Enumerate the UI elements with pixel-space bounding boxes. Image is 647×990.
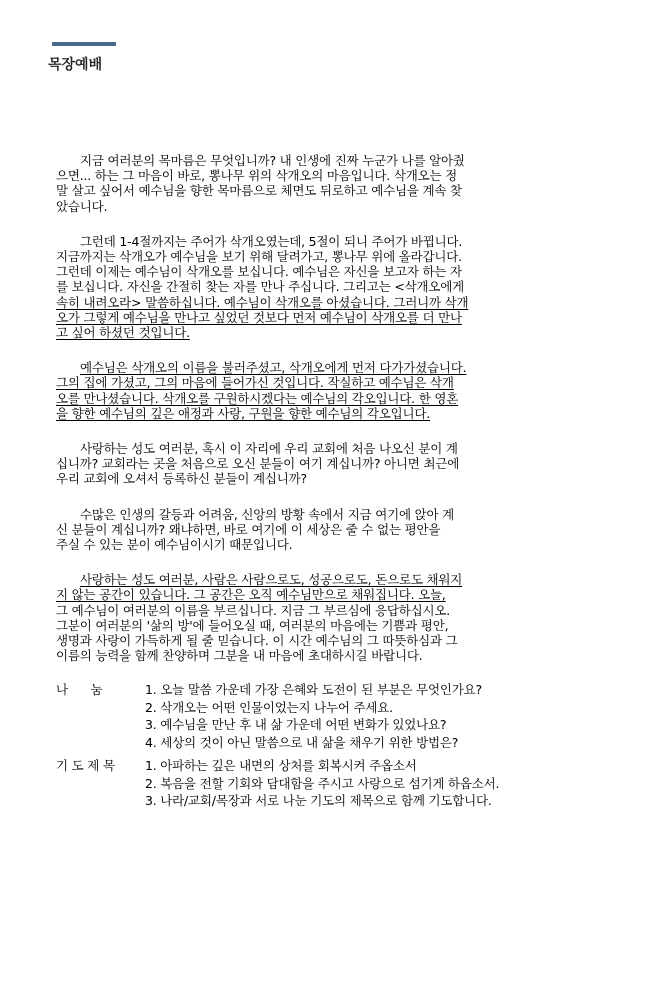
paragraph-line: 지금 여러분의 목마름은 무엇입니까? 내 인생에 진짜 누군가 나를 알아줬	[80, 153, 465, 168]
paragraph-line: 그분이 여러분의 '삶의 방'에 들어오실 때, 여러분의 마음에는 기쁨과 평안,	[56, 617, 449, 633]
paragraph-line: 를 보십니다. 자신을 간절히 찾는 자를 만나 주십니다. 그리고는 <삭개오에게	[56, 279, 465, 295]
prayer-item: 3. 나라/교회/목장과 서로 나눈 기도의 제목으로 함께 기도합니다.	[145, 793, 492, 809]
sharing-section	[56, 681, 605, 751]
paragraph-line: 오를 만나셨습니다. 삭개오를 구원하시겠다는 예수님의 각오입니다. 한 영혼	[56, 390, 459, 406]
prayer-list	[145, 757, 605, 810]
paragraph-line: 신 분들이 계십니까? 왜냐하면, 바로 여기에 이 세상은 줄 수 없는 평안을	[56, 521, 441, 537]
paragraph-line: 주실 수 있는 분이 예수님이시기 때문입니다.	[56, 537, 293, 553]
paragraph-line: 이름의 능력을 함께 찬양하며 그분을 내 마음에 초대하시길 바랍니다.	[56, 648, 423, 664]
paragraph-line: 사랑하는 성도 여러분, 혹시 이 자리에 우리 교회에 처음 나오신 분이 계	[80, 441, 458, 457]
paragraph-line: 그 예수님이 여러분의 이름을 부르십니다. 지금 그 부르심에 응답하십시오.	[56, 602, 450, 618]
prayer-section	[56, 757, 605, 810]
header-accent-bar	[52, 42, 116, 46]
paragraph-line: 았습니다.	[56, 198, 108, 214]
paragraph	[56, 360, 605, 421]
paragraph-line: 고 싶어 하셨던 것입니다.	[56, 325, 190, 341]
paragraph	[56, 572, 605, 663]
paragraph-line: 오가 그렇게 예수님을 만나고 싶었던 것보다 먼저 예수님이 삭개오를 더 만나	[56, 309, 462, 325]
paragraph-line: 우리 교회에 오셔서 등록하신 분들이 계십니까?	[56, 471, 307, 487]
paragraph	[56, 441, 605, 487]
paragraph-line: 그런데 1-4절까지는 주어가 삭개오였는데, 5절이 되니 주어가 바뀝니다.	[80, 233, 463, 249]
prayer-item: 2. 복음을 전할 기회와 담대함을 주시고 사랑으로 섬기게 하옵소서.	[145, 775, 500, 791]
paragraph-line: 지 않는 공간이 있습니다. 그 공간은 오직 예수님만으로 채워집니다. 오늘,	[56, 587, 446, 603]
paragraph-line: 을 향한 예수님의 깊은 애정과 사랑, 구원을 향한 예수님의 각오입니다.	[56, 405, 431, 421]
sharing-question: 4. 세상의 것이 아닌 말씀으로 내 삶을 채우기 위한 방법은?	[145, 734, 459, 750]
paragraph-line: 그런데 이제는 예수님이 삭개오를 보십니다. 예수님은 자신을 보고자 하는 자	[56, 264, 462, 280]
paragraph-line: 그의 집에 가셨고, 그의 마음에 들어가신 것입니다. 작실하고 예수님은 삭개	[56, 375, 454, 391]
sharing-list	[145, 681, 605, 751]
paragraph-line: 십니까? 교회라는 곳을 처음으로 오신 분들이 여기 계십니까? 아니면 최근에	[56, 456, 460, 472]
paragraph	[56, 507, 605, 553]
prayer-label: 기 도 제 목	[56, 758, 115, 774]
paragraph-line: 생명과 사랑이 가득하게 될 줄 믿습니다. 이 시간 예수님의 그 따뜻하심과 그	[56, 633, 458, 649]
paragraph	[56, 153, 605, 214]
sermon-body	[56, 153, 605, 810]
paragraph-line: 사랑하는 성도 여러분, 사람은 사람으로도, 성공으로도, 돈으로도 채워지	[80, 572, 463, 588]
paragraph-line: 예수님은 삭개오의 이름을 불러주셨고, 삭개오에게 먼저 다가가셨습니다.	[80, 360, 467, 376]
sharing-label: 나 눔	[56, 682, 103, 698]
page-title: 목장예배	[48, 57, 103, 73]
sharing-question: 1. 오늘 말씀 가운데 가장 은혜와 도전이 된 부분은 무엇인가요?	[145, 682, 482, 698]
sharing-question: 2. 삭개오는 어떤 인물이었는지 나누어 주세요.	[145, 699, 393, 715]
paragraph-line: 지금까지는 삭개오가 예수님을 보기 위해 달려가고, 뽕나무 위에 올라갑니다.	[56, 249, 462, 265]
sharing-question: 3. 예수님을 만난 후 내 삶 가운데 어떤 변화가 있었나요?	[145, 717, 447, 733]
paragraph-line: 말 살고 싶어서 예수님을 향한 목마름으로 체면도 뒤로하고 예수님을 계속 찾	[56, 183, 462, 199]
paragraph	[56, 234, 605, 340]
paragraph-line: 수많은 인생의 갈등과 어려움, 신앙의 방황 속에서 지금 여기에 앉아 계	[80, 506, 455, 522]
paragraph-list	[56, 153, 605, 663]
paragraph-line: 으면... 하는 그 마음이 바로, 뽕나무 위의 삭개오의 마음입니다. 삭개오는 정	[56, 168, 457, 184]
paragraph-line: 속히 내려오라> 말씀하십니다. 예수님이 삭개오를 아셨습니다. 그러니까 삭개	[56, 294, 469, 310]
prayer-item: 1. 아파하는 깊은 내면의 상처를 회복시켜 주옵소서	[145, 758, 417, 774]
